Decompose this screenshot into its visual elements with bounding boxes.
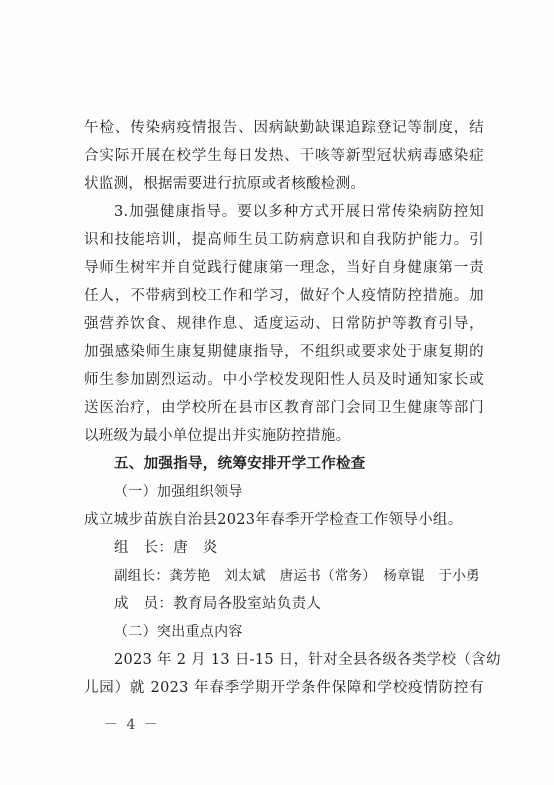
section-5-heading: 五、加强指导，统筹安排开学工作检查: [114, 456, 366, 472]
section-5-subheading-2: （二）突出重点内容: [114, 624, 243, 640]
paragraph-2-line-3: 导师生树牢并自觉践行健康第一理念，当好自身健康第一责: [84, 260, 484, 276]
paragraph-1-line-2: 合实际开展在校学生每日发热、干咳等新型冠状病毒感染症: [84, 148, 484, 164]
paragraph-1-line-3: 状监测，根据需要进行抗原或者核酸检测。: [84, 176, 366, 192]
members-line: 成 员：教育局各股室站负责人: [114, 596, 322, 612]
paragraph-2-line-9: 以班级为最小单位提出并实施防控措施。: [84, 428, 351, 444]
paragraph-1-line-1: 午检、传染病疫情报告、因病缺勤缺课追踪登记等制度，结: [84, 120, 484, 136]
page-number: － 4 －: [104, 717, 160, 733]
paragraph-2-line-6: 加强感染师生康复期健康指导，不组织或要求处于康复期的: [84, 344, 484, 360]
paragraph-2-line-1: 3.加强健康指导。要以多种方式开展日常传染病防控知: [114, 204, 484, 220]
paragraph-2-line-5: 强营养饮食、规律作息、适度运动、日常防护等教育引导，: [84, 316, 484, 332]
paragraph-2-line-4: 任人，不带病到校工作和学习，做好个人疫情防控措施。加: [84, 288, 484, 304]
paragraph-2-line-8: 送医治疗，由学校所在县市区教育部门会同卫生健康等部门: [84, 400, 484, 416]
inspection-paragraph-line-1: 2023 年 2 月 13 日-15 日，针对全县各级各类学校（含幼: [114, 652, 501, 668]
paragraph-2-line-7: 师生参加剧烈运动。中小学校发现阳性人员及时通知家长或: [84, 372, 484, 388]
group-established-line: 成立城步苗族自治县2023年春季开学检查工作领导小组。: [84, 512, 463, 528]
deputy-leaders-line: 副组长：龚芳艳 刘太斌 唐运书（常务） 杨章锟 于小勇: [114, 568, 480, 584]
inspection-paragraph-line-2: 儿园）就 2023 年春季学期开学条件保障和学校疫情防控有: [84, 680, 484, 696]
section-5-subheading-1: （一）加强组织领导: [114, 484, 243, 500]
group-leader-line: 组 长：唐 炎: [114, 540, 218, 556]
paragraph-2-line-2: 识和技能培训，提高师生员工防病意识和自我防护能力。引: [84, 232, 484, 248]
